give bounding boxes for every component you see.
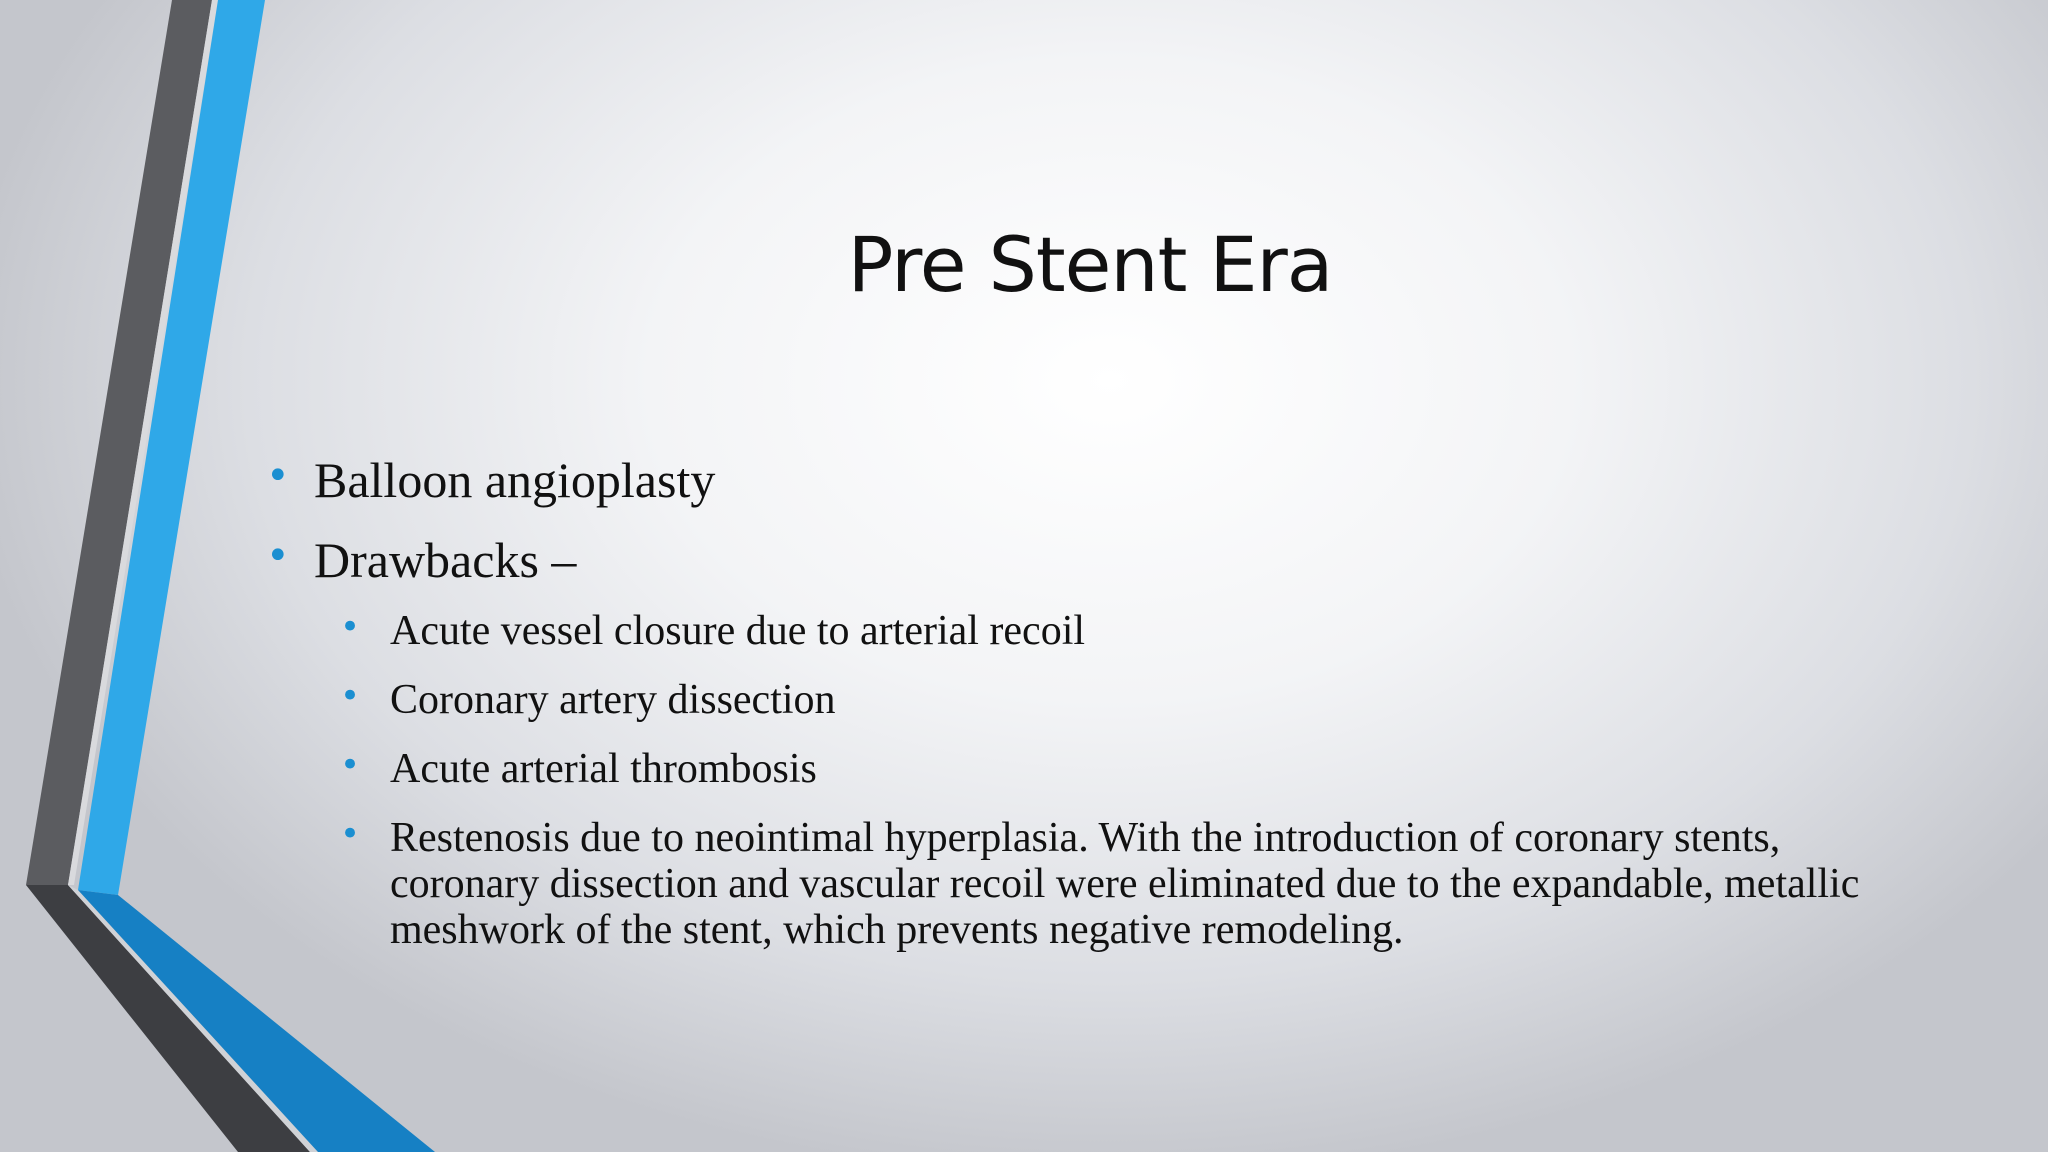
bullet-dot: •	[340, 814, 361, 854]
bullet-dot: •	[266, 453, 290, 499]
bullet-text: Balloon angioplasty	[314, 452, 716, 508]
sub-bullet-item	[338, 677, 1920, 723]
sub-bullet-text: Acute arterial thrombosis	[390, 746, 817, 792]
bullet-dot: •	[340, 745, 361, 785]
slide-title: Pre Stent Era	[847, 220, 1333, 309]
bullet-item	[260, 528, 1920, 592]
bullet-dot: •	[340, 676, 361, 716]
bullet-item	[260, 448, 1920, 512]
bullet-dot: •	[340, 607, 361, 647]
slide-body	[260, 448, 1920, 976]
sub-bullet-text: Acute vessel closure due to arterial recoil	[390, 608, 1086, 654]
sub-bullet-item	[338, 746, 1920, 792]
sub-bullet-text: Coronary artery dissection	[390, 677, 836, 723]
sub-bullet-text: Restenosis due to neointimal hyperplasia. With the introduction of coronary stents, coronary dissection and vascular recoil were eliminated due to the expandable, metallic meshwork of the stent, which prevents negative remodeling.	[390, 815, 1860, 953]
bullet-text: Drawbacks –	[314, 532, 577, 588]
bullet-dot: •	[266, 533, 290, 579]
sub-bullet-item	[338, 815, 1920, 953]
light-separator-stripe	[68, 0, 218, 885]
sub-bullet-item	[338, 608, 1920, 654]
